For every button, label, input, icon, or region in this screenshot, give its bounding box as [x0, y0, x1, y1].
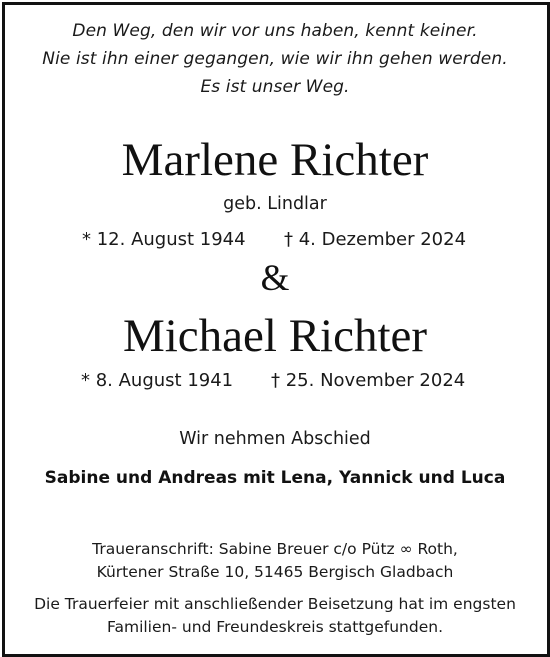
- ampersand: &: [260, 258, 290, 299]
- motto-line-2: Nie ist ihn einer gegangen, wie wir ihn gehen werden.: [42, 49, 508, 69]
- address-line-2: Kürtener Straße 10, 51465 Bergisch Gladbach: [96, 563, 454, 581]
- motto-line-1: Den Weg, den wir vor uns haben, kennt keiner.: [72, 21, 478, 41]
- family-names: Sabine und Andreas mit Lena, Yannick und Luca: [44, 468, 506, 488]
- address-line-1: Traueranschrift: Sabine Breuer c/o Pütz ∞ Roth,: [92, 540, 458, 558]
- birth-date-1: * 12. August 1944: [82, 229, 246, 250]
- birth-date-2: * 8. August 1941: [81, 370, 234, 391]
- ceremony-line-2: Familien- und Freundeskreis stattgefunden.: [106, 618, 444, 636]
- deceased-name-2: Michael Richter: [122, 310, 428, 362]
- death-date-1: † 4. Dezember 2024: [284, 229, 467, 250]
- death-date-2: † 25. November 2024: [271, 370, 466, 391]
- maiden-name: geb. Lindlar: [223, 194, 327, 214]
- farewell-text: Wir nehmen Abschied: [179, 429, 371, 449]
- ceremony-line-1: Die Trauerfeier mit anschließender Beisetzung hat im engsten: [34, 595, 516, 613]
- deceased-name-1: Marlene Richter: [121, 134, 429, 186]
- motto-line-3: Es ist unser Weg.: [200, 77, 350, 97]
